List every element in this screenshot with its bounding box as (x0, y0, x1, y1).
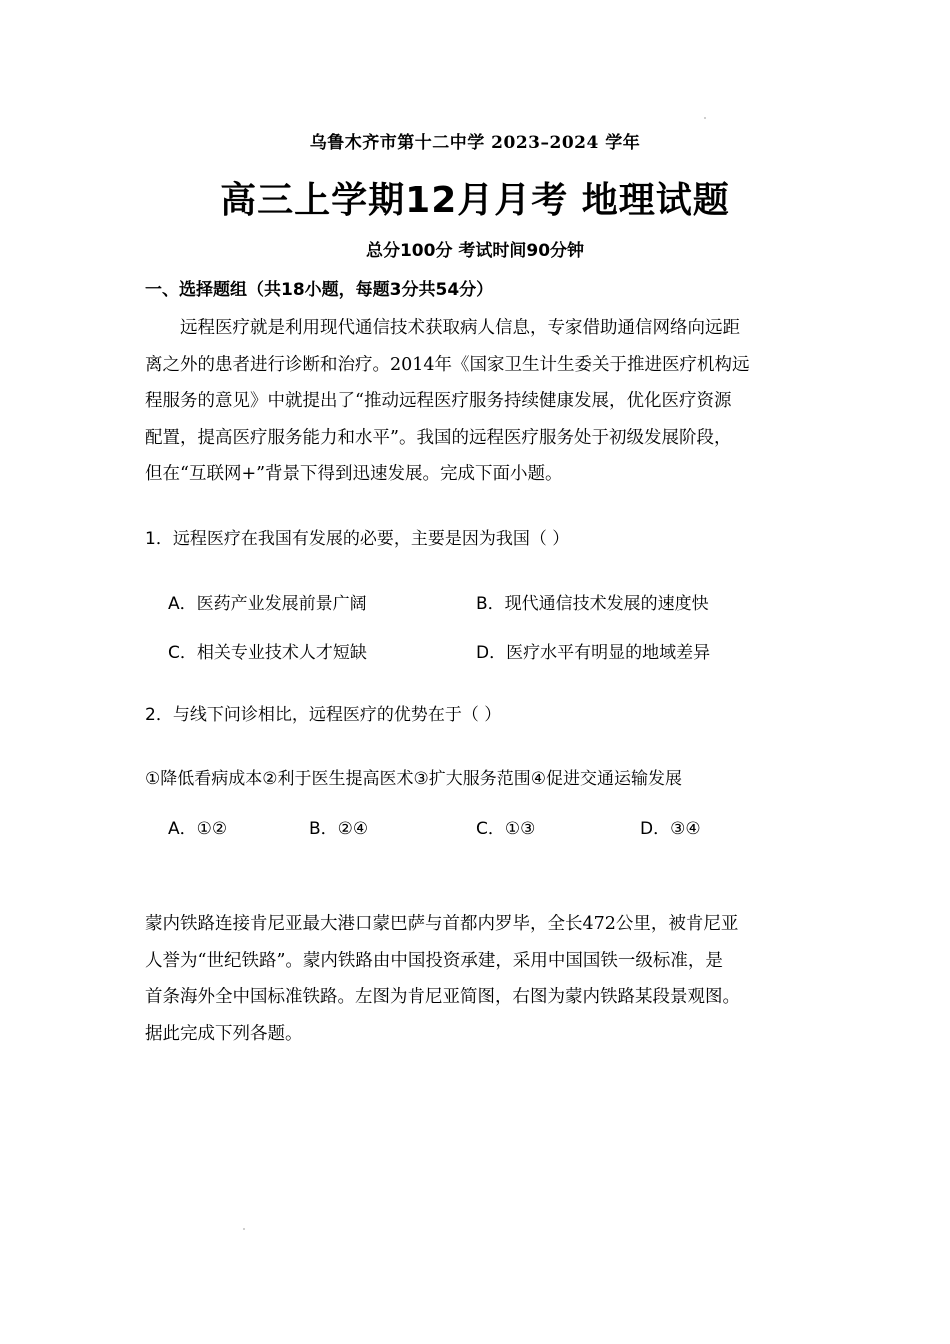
question-1-option-d[interactable]: D．医疗水平有明显的地域差异 (476, 643, 711, 663)
passage-line: 离之外的患者进行诊断和治疗。2014年《国家卫生计生委关于推进医疗机构远 (145, 354, 750, 375)
passage-line: 首条海外全中国标准铁路。左图为肯尼亚简图，右图为蒙内铁路某段景观图。 (145, 987, 740, 1007)
section-heading: 一、选择题组（共18小题，每题3分共54分） (145, 280, 494, 300)
passage-mombasa-nairobi-railway (145, 906, 805, 1052)
question-2-option-d[interactable]: D．③④ (640, 819, 701, 839)
question-2-stem: 2．与线下问诊相比，远程医疗的优势在于（ ） (145, 705, 502, 725)
passage-line: 但在“互联网+”背景下得到迅速发展。完成下面小题。 (145, 464, 563, 484)
question-2-option-c[interactable]: C．①③ (476, 819, 536, 839)
passage-telemedicine (145, 310, 805, 493)
question-2-option-b[interactable]: B．②④ (309, 819, 369, 839)
exam-info: 总分100分 考试时间90分钟 (365, 241, 585, 261)
passage-line: 蒙内铁路连接肯尼亚最大港口蒙巴萨与首都内罗毕，全长472公里，被肯尼亚 (145, 914, 739, 934)
scan-speck (243, 1228, 245, 1230)
question-2-option-a[interactable]: A．①② (168, 819, 228, 839)
scan-speck (704, 117, 706, 119)
question-1-stem: 1．远程医疗在我国有发展的必要，主要是因为我国（ ） (145, 529, 570, 549)
page-title: 高三上学期12月月考 地理试题 (220, 180, 730, 221)
passage-line: 人誉为“世纪铁路”。蒙内铁路由中国投资承建，采用中国国铁一级标准，是 (145, 950, 723, 971)
question-1-option-c[interactable]: C．相关专业技术人才短缺 (168, 643, 367, 663)
question-1-option-b[interactable]: B．现代通信技术发展的速度快 (476, 594, 709, 614)
passage-line: 配置，提高医疗服务能力和水平”。我国的远程医疗服务处于初级发展阶段， (145, 427, 732, 448)
question-2-statements: ①降低看病成本②利于医生提高医术③扩大服务范围④促进交通运输发展 (145, 769, 682, 789)
school-line: 乌鲁木齐市第十二中学 2023–2024 学年 (309, 133, 641, 153)
passage-line: 程服务的意见》中就提出了“推动远程医疗服务持续健康发展，优化医疗资源 (145, 391, 732, 411)
passage-line: 远程医疗就是利用现代通信技术获取病人信息，专家借助通信网络向远距 (180, 318, 740, 338)
question-1-option-a[interactable]: A．医药产业发展前景广阔 (168, 594, 367, 614)
passage-line: 据此完成下列各题。 (145, 1023, 303, 1044)
